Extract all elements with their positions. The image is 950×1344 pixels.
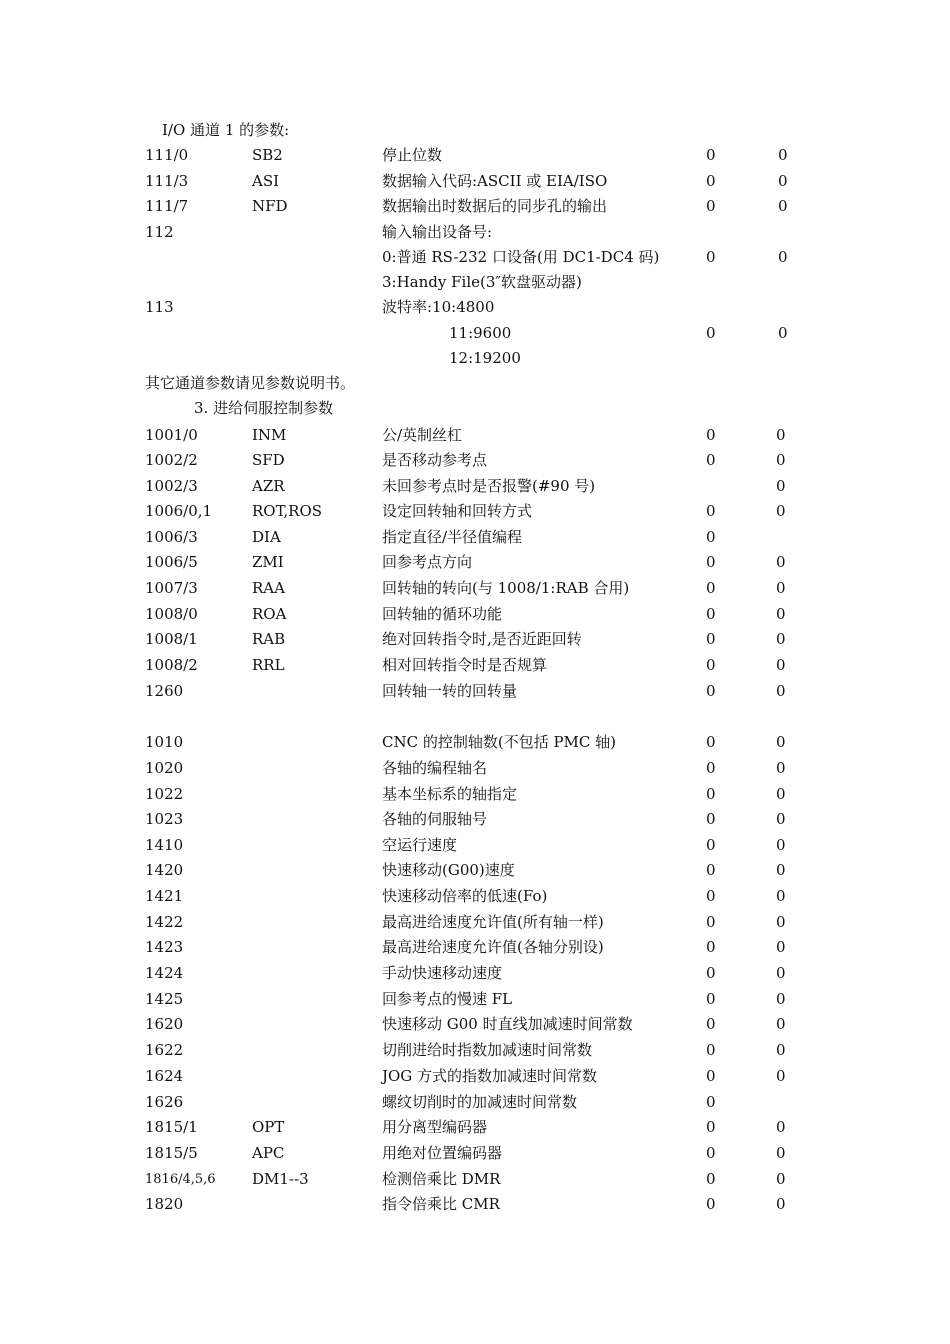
- param-value-2: 0: [776, 1195, 786, 1213]
- param-value-1: 0: [706, 887, 716, 905]
- param-value-1: 0: [706, 1118, 716, 1136]
- param-number: 1002/2: [145, 451, 198, 469]
- param-number: 1008/0: [145, 605, 198, 623]
- param-symbol: ASI: [252, 172, 280, 190]
- param-value-1: 0: [706, 553, 716, 571]
- param-description: 回参考点方向: [382, 553, 473, 571]
- param-description: 切削进给时指数加减速时间常数: [382, 1041, 593, 1059]
- param-number: 1006/5: [145, 553, 198, 571]
- param-number: 1422: [145, 913, 184, 931]
- param-value-1: 0: [706, 1195, 716, 1213]
- param-description: 相对回转指令时是否规算: [382, 656, 548, 674]
- param-value-1: 0: [706, 1067, 716, 1085]
- param-value-1: 0: [706, 682, 716, 700]
- param-symbol: ZMI: [252, 553, 284, 571]
- param-value-2: 0: [776, 1118, 786, 1136]
- param-number: 111/7: [145, 197, 189, 215]
- param-symbol: ROT,ROS: [252, 502, 323, 520]
- param-value-2: 0: [776, 502, 786, 520]
- param-description: 快速移动倍率的低速(Fo): [382, 887, 548, 905]
- param-value-1: 0: [706, 172, 716, 190]
- param-value-2: 0: [776, 656, 786, 674]
- param-value-2: 0: [776, 426, 786, 444]
- param-value-1: 0: [706, 861, 716, 879]
- param-symbol: RAA: [252, 579, 285, 597]
- param-value-2: 0: [778, 248, 788, 266]
- param-symbol: ROA: [252, 605, 287, 623]
- param-value-2: 0: [776, 1144, 786, 1162]
- param-number: 1620: [145, 1015, 184, 1033]
- param-description: 设定回转轴和回转方式: [382, 502, 533, 520]
- param-symbol: AZR: [252, 477, 285, 495]
- param-symbol: RRL: [252, 656, 285, 674]
- param-value-2: 0: [776, 579, 786, 597]
- param-value-2: 0: [776, 1041, 786, 1059]
- param-value-2: 0: [776, 913, 786, 931]
- param-value-1: 0: [706, 990, 716, 1008]
- param-description: 各轴的伺服轴号: [382, 810, 488, 828]
- param-description: 各轴的编程轴名: [382, 759, 488, 777]
- param-description: 指令倍乘比 CMR: [382, 1195, 500, 1213]
- param-description: 波特率:10:4800: [382, 298, 495, 316]
- param-value-2: 0: [778, 324, 788, 342]
- param-value-1: 0: [706, 502, 716, 520]
- param-value-2: 0: [776, 605, 786, 623]
- param-description: 基本坐标系的轴指定: [382, 785, 518, 803]
- param-description: 指定直径/半径值编程: [382, 528, 523, 546]
- param-value-2: 0: [776, 553, 786, 571]
- param-number: 1421: [145, 887, 184, 905]
- param-number: 1020: [145, 759, 184, 777]
- param-number: 1816/4,5,6: [145, 1172, 216, 1187]
- param-description: 未回参考点时是否报警(#90 号): [382, 477, 596, 495]
- param-value-1: 0: [706, 785, 716, 803]
- param-value-2: 0: [776, 630, 786, 648]
- param-value-1: 0: [706, 451, 716, 469]
- param-value-2: 0: [776, 964, 786, 982]
- param-description: 螺纹切削时的加减速时间常数: [382, 1093, 578, 1111]
- param-number: 1023: [145, 810, 184, 828]
- param-description: 12:19200: [449, 349, 521, 367]
- param-number: 113: [145, 298, 174, 316]
- param-value-1: 0: [706, 528, 716, 546]
- param-symbol: DIA: [252, 528, 281, 546]
- param-description: 检测倍乘比 DMR: [382, 1170, 501, 1188]
- param-number: 111/3: [145, 172, 189, 190]
- io-section-heading: I/O 通道 1 的参数:: [162, 121, 290, 139]
- param-value-1: 0: [706, 1041, 716, 1059]
- param-description: 快速移动(G00)速度: [382, 861, 515, 879]
- param-value-1: 0: [706, 810, 716, 828]
- param-value-1: 0: [706, 759, 716, 777]
- param-description: 最高进给速度允许值(各轴分别设): [382, 938, 604, 956]
- param-number: 1622: [145, 1041, 184, 1059]
- param-description: 0:普通 RS-232 口设备(用 DC1-DC4 码): [382, 248, 660, 266]
- param-description: 回转轴的循环功能: [382, 605, 503, 623]
- param-number: 1820: [145, 1195, 184, 1213]
- param-number: 1424: [145, 964, 184, 982]
- param-symbol: SFD: [252, 451, 285, 469]
- param-symbol: NFD: [252, 197, 288, 215]
- other-channels-note: 其它通道参数请见参数说明书。: [145, 374, 356, 392]
- param-description: 是否移动参考点: [382, 451, 488, 469]
- param-value-1: 0: [706, 1093, 716, 1111]
- param-number: 1815/1: [145, 1118, 198, 1136]
- param-number: 1002/3: [145, 477, 198, 495]
- param-number: 1624: [145, 1067, 184, 1085]
- param-value-1: 0: [706, 248, 716, 266]
- param-symbol: DM1--3: [252, 1170, 309, 1188]
- param-value-1: 0: [706, 197, 716, 215]
- param-description: 空运行速度: [382, 836, 458, 854]
- param-number: 1008/1: [145, 630, 198, 648]
- param-description: 回参考点的慢速 FL: [382, 990, 513, 1008]
- param-value-2: 0: [776, 1067, 786, 1085]
- param-number: 1007/3: [145, 579, 198, 597]
- param-value-1: 0: [706, 733, 716, 751]
- param-number: 1626: [145, 1093, 184, 1111]
- param-description: 停止位数: [382, 146, 443, 164]
- param-value-1: 0: [706, 324, 716, 342]
- param-description: 回转轴一转的回转量: [382, 682, 518, 700]
- param-description: 最高进给速度允许值(所有轴一样): [382, 913, 604, 931]
- param-description: 公/英制丝杠: [382, 426, 463, 444]
- param-description: 快速移动 G00 时直线加减速时间常数: [382, 1015, 633, 1033]
- param-description: 回转轴的转向(与 1008/1:RAB 合用): [382, 579, 630, 597]
- param-description: 数据输入代码:ASCII 或 EIA/ISO: [382, 172, 608, 190]
- param-description: 输入输出设备号:: [382, 223, 493, 241]
- param-value-2: 0: [776, 1170, 786, 1188]
- param-value-2: 0: [776, 1015, 786, 1033]
- param-number: 1420: [145, 861, 184, 879]
- param-description: 手动快速移动速度: [382, 964, 503, 982]
- param-description: 用分离型编码器: [382, 1118, 488, 1136]
- param-number: 1260: [145, 682, 184, 700]
- param-value-1: 0: [706, 605, 716, 623]
- param-value-2: 0: [778, 197, 788, 215]
- param-value-1: 0: [706, 579, 716, 597]
- param-value-1: 0: [706, 964, 716, 982]
- param-symbol: APC: [252, 1144, 285, 1162]
- param-number: 112: [145, 223, 174, 241]
- param-number: 1001/0: [145, 426, 198, 444]
- param-value-2: 0: [776, 990, 786, 1008]
- param-number: 1010: [145, 733, 184, 751]
- param-value-1: 0: [706, 426, 716, 444]
- param-value-2: 0: [776, 861, 786, 879]
- param-value-1: 0: [706, 146, 716, 164]
- param-number: 1008/2: [145, 656, 198, 674]
- param-number: 1423: [145, 938, 184, 956]
- section-title: 3. 进给伺服控制参数: [194, 399, 334, 417]
- param-description: 绝对回转指令时,是否近距回转: [382, 630, 582, 648]
- param-description: CNC 的控制轴数(不包括 PMC 轴): [382, 733, 617, 751]
- param-value-1: 0: [706, 1144, 716, 1162]
- param-number: 1410: [145, 836, 184, 854]
- param-number: 1425: [145, 990, 184, 1008]
- param-number: 1006/0,1: [145, 502, 213, 520]
- param-value-1: 0: [706, 913, 716, 931]
- param-value-2: 0: [778, 172, 788, 190]
- param-value-2: 0: [776, 785, 786, 803]
- param-symbol: INM: [252, 426, 287, 444]
- param-value-2: 0: [776, 759, 786, 777]
- param-value-1: 0: [706, 836, 716, 854]
- param-description: 用绝对位置编码器: [382, 1144, 503, 1162]
- param-description: JOG 方式的指数加减速时间常数: [382, 1067, 598, 1085]
- param-description: 3:Handy File(3″软盘驱动器): [382, 273, 582, 291]
- param-number: 1006/3: [145, 528, 198, 546]
- param-value-2: 0: [776, 733, 786, 751]
- param-symbol: SB2: [252, 146, 283, 164]
- param-value-2: 0: [776, 451, 786, 469]
- param-value-1: 0: [706, 1170, 716, 1188]
- param-number: 1022: [145, 785, 184, 803]
- param-value-2: 0: [778, 146, 788, 164]
- param-value-1: 0: [706, 1015, 716, 1033]
- param-value-2: 0: [776, 938, 786, 956]
- param-value-2: 0: [776, 682, 786, 700]
- param-symbol: RAB: [252, 630, 286, 648]
- param-number: 1815/5: [145, 1144, 198, 1162]
- param-value-2: 0: [776, 887, 786, 905]
- param-value-1: 0: [706, 656, 716, 674]
- param-value-1: 0: [706, 938, 716, 956]
- param-number: 111/0: [145, 146, 189, 164]
- param-description: 11:9600: [449, 324, 512, 342]
- param-value-1: 0: [706, 630, 716, 648]
- param-value-2: 0: [776, 836, 786, 854]
- param-value-2: 0: [776, 477, 786, 495]
- param-value-2: 0: [776, 810, 786, 828]
- param-symbol: OPT: [252, 1118, 285, 1136]
- param-description: 数据输出时数据后的同步孔的输出: [382, 197, 608, 215]
